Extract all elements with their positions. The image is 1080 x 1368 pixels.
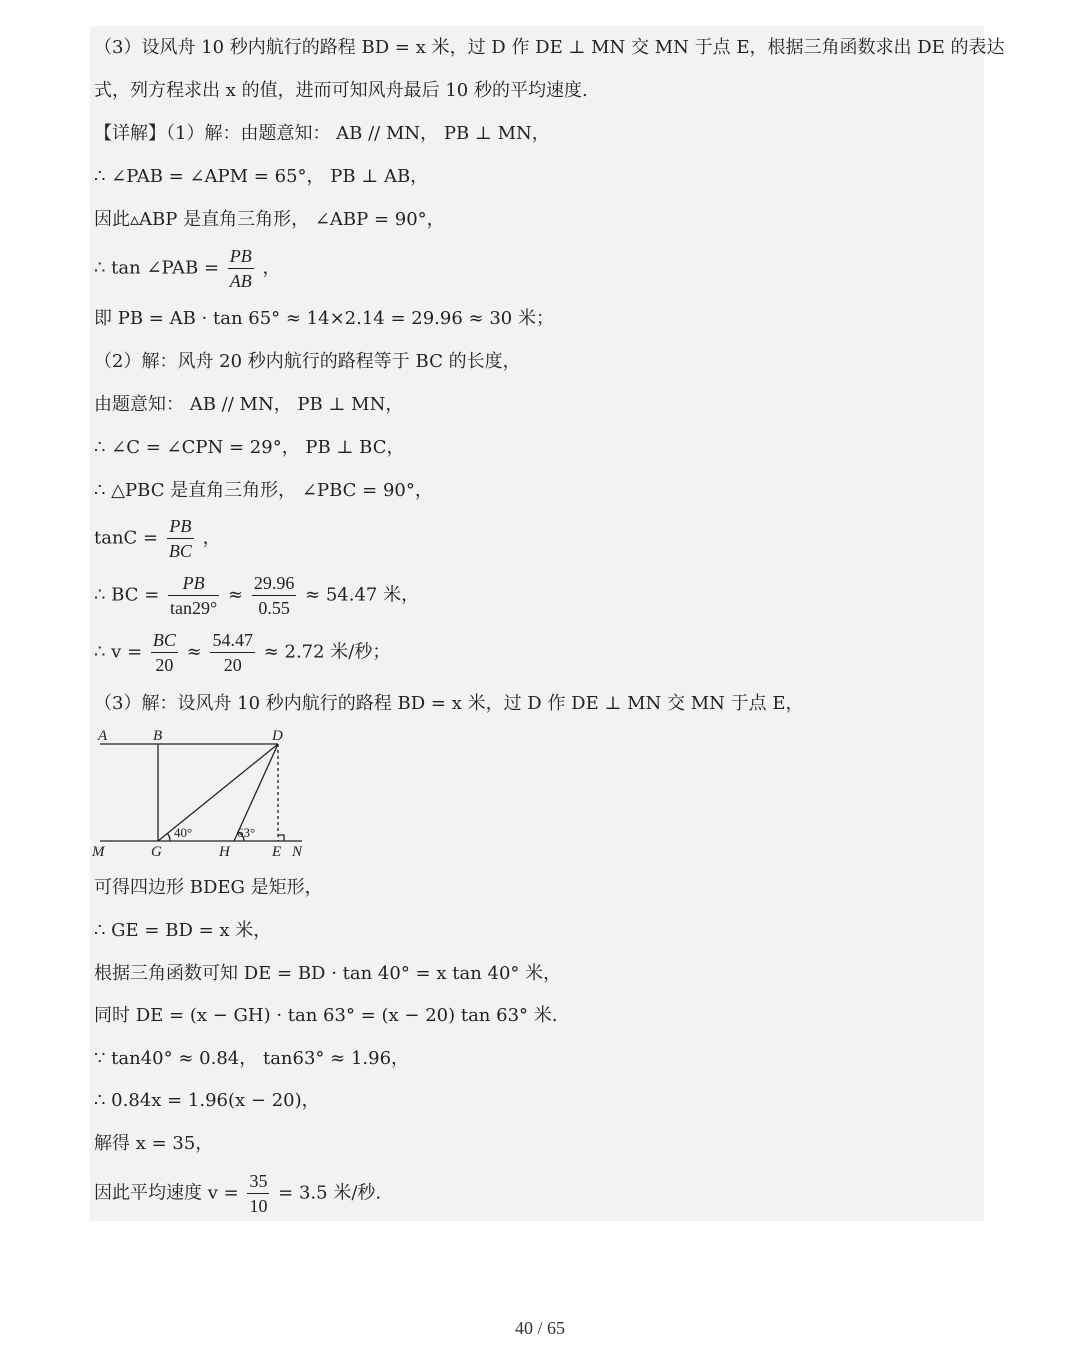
text-line: ∴ GE = BD = x 米，: [94, 920, 272, 941]
denominator: BC: [168, 541, 192, 561]
solution-panel: [90, 26, 984, 1221]
page-number: 40 / 65: [514, 1318, 565, 1338]
fraction: [151, 628, 178, 677]
right-angle-mark: [278, 835, 284, 841]
denominator: 20: [223, 655, 242, 675]
fraction: [167, 514, 194, 563]
text-line: （3）设风舟 10 秒内航行的路程 BD = x 米，过 D 作 DE ⊥ MN 交 MN 于点 E，根据三角函数求出 DE 的表达: [94, 37, 1005, 58]
eq-text: ，: [262, 257, 281, 279]
denominator: AB: [229, 271, 252, 291]
fraction: [228, 244, 254, 293]
eq-text: ，: [202, 527, 221, 549]
text-line: 由题意知： AB // MN， PB ⊥ MN，: [94, 394, 404, 415]
eq-text: ∴ BC =: [94, 584, 160, 606]
text-line: ∴ ∠C = ∠CPN = 29°， PB ⊥ BC，: [94, 437, 405, 458]
text-line: 根据三角函数可知 DE = BD · tan 40° = x tan 40° 米，: [94, 963, 562, 984]
angle-arc-40: [168, 834, 171, 842]
equation-line: [94, 514, 221, 563]
text-line: ∴ ∠PAB = ∠APM = 65°， PB ⊥ AB，: [94, 166, 429, 187]
label-e: E: [272, 844, 282, 860]
eq-text: ≈ 2.72 米/秒；: [263, 641, 391, 663]
numerator: PB: [228, 244, 254, 269]
eq-text: ≈: [186, 641, 202, 663]
text-line: ∵ tan40° ≈ 0.84， tan63° ≈ 1.96，: [94, 1048, 410, 1069]
numerator: PB: [167, 514, 194, 539]
label-m: M: [92, 844, 105, 860]
label-a: A: [98, 728, 108, 744]
equation-line: [94, 244, 281, 293]
fraction: [252, 571, 297, 620]
angle-label-40: 40°: [174, 825, 193, 840]
text-line: 式，列方程求出 x 的值，进而可知风舟最后 10 秒的平均速度.: [94, 80, 588, 101]
label-n: N: [292, 844, 303, 860]
denominator: 20: [155, 655, 174, 675]
geometry-figure: [88, 722, 318, 864]
eq-text: ∴ v =: [94, 641, 143, 663]
eq-text: ∴ tan ∠PAB =: [94, 257, 220, 279]
eq-text: = 3.5 米/秒.: [278, 1182, 382, 1204]
denominator: 10: [249, 1196, 268, 1216]
numerator: PB: [168, 571, 219, 596]
numerator: 29.96: [252, 571, 297, 596]
text-line: 可得四边形 BDEG 是矩形，: [94, 877, 323, 898]
angle-label-63: 63°: [237, 825, 256, 840]
text-line: 【详解】（1）解：由题意知： AB // MN， PB ⊥ MN，: [94, 123, 550, 144]
equation-line: [94, 1169, 381, 1218]
label-g: G: [151, 844, 162, 860]
eq-text: 因此平均速度 v =: [94, 1182, 239, 1204]
eq-text: tanC =: [94, 527, 159, 549]
text-line: 因此▵ABP 是直角三角形， ∠ABP = 90°，: [94, 209, 445, 230]
fraction: [247, 1169, 269, 1218]
text-line: ∴ △PBC 是直角三角形， ∠PBC = 90°，: [94, 480, 433, 501]
eq-text: ≈ 54.47 米，: [305, 584, 420, 606]
equation-line: [94, 628, 390, 677]
equation-line: [94, 571, 419, 620]
label-h: H: [219, 844, 230, 860]
numerator: 35: [247, 1169, 269, 1194]
eq-text: ≈: [227, 584, 244, 606]
fraction: [210, 628, 255, 677]
label-d: D: [272, 728, 283, 744]
text-line: 解得 x = 35，: [94, 1133, 214, 1154]
text-line: （2）解：风舟 20 秒内航行的路程等于 BC 的长度，: [94, 351, 521, 372]
text-line: ∴ 0.84x = 1.96(x − 20)，: [94, 1090, 320, 1111]
numerator: BC: [151, 628, 178, 653]
label-b: B: [153, 728, 163, 744]
text-line: 即 PB = AB · tan 65° ≈ 14×2.14 = 29.96 ≈ 30 米；: [94, 308, 554, 329]
text-line: （3）解：设风舟 10 秒内航行的路程 BD = x 米，过 D 作 DE ⊥ MN 交 MN 于点 E，: [94, 693, 804, 714]
denominator: 0.55: [258, 598, 290, 618]
numerator: 54.47: [210, 628, 255, 653]
text-line: 同时 DE = (x − GH) · tan 63° = (x − 20) tan 63° 米.: [94, 1005, 558, 1026]
fraction: [168, 571, 219, 620]
denominator: tan29°: [170, 598, 218, 618]
